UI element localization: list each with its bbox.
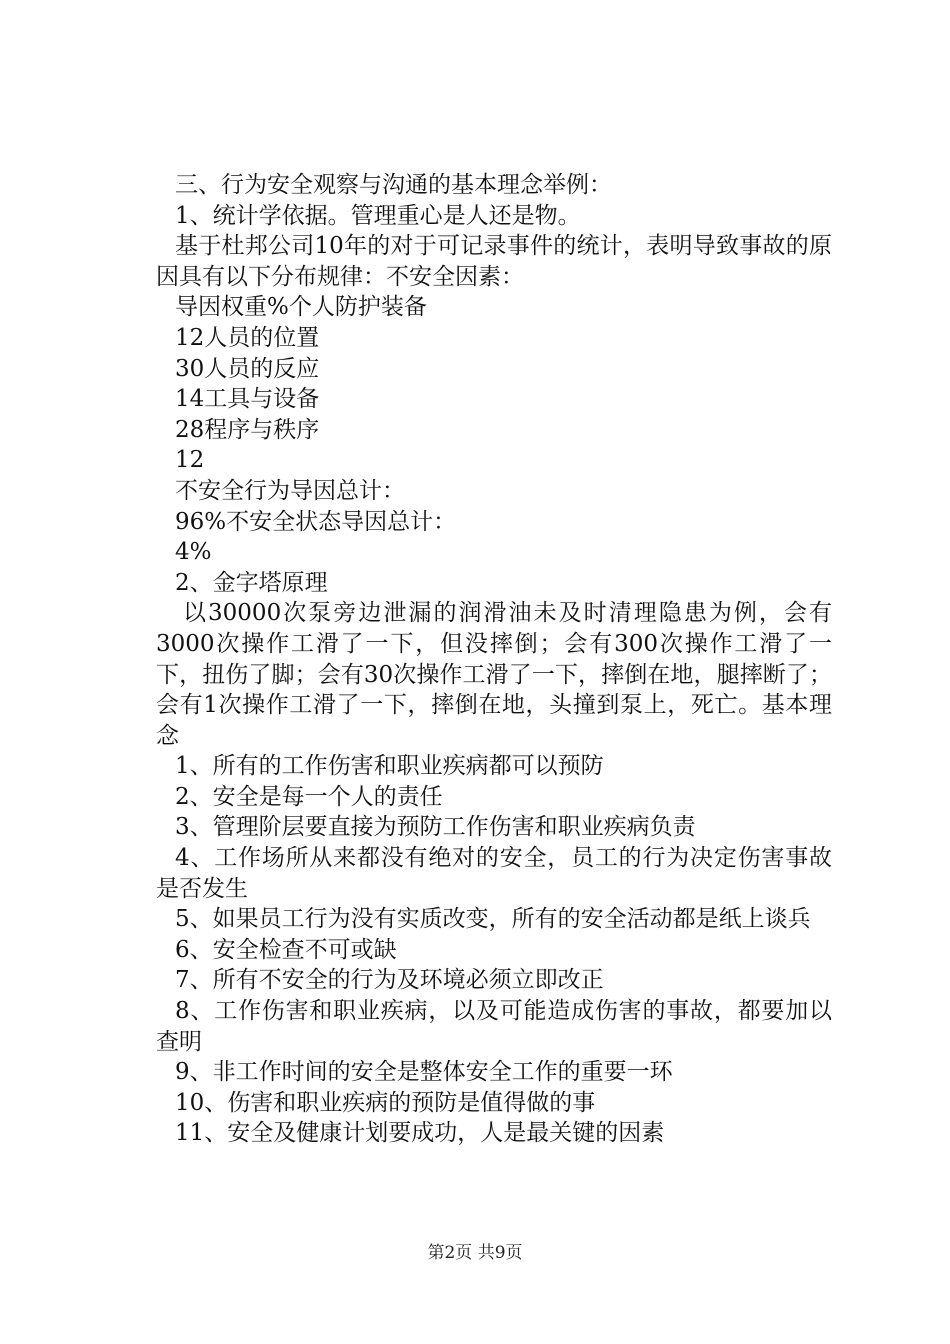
- principle-1: 1、所有的工作伤害和职业疾病都可以预防: [175, 753, 604, 780]
- dupont-intro: 基于杜邦公司10年的对于可记录事件的统计，表明导致事故的原因具有以下分布规律：不安全因素：: [156, 233, 832, 290]
- unsafe-acts-total-label: 不安全行为导因总计：: [175, 477, 405, 504]
- cause-row-3: 14工具与设备: [175, 386, 320, 413]
- principle-2: 2、安全是每一个人的责任: [175, 783, 443, 810]
- cause-table-header: 导因权重%个人防护装备: [175, 294, 427, 321]
- pyramid-paragraph: 以30000次泵旁边泄漏的润滑油未及时清理隐患为例，会有3000次操作工滑了一下，但没摔倒；会有300次操作工滑了一下，扭伤了脚；会有30次操作工滑了一下，摔倒在地，腿摔断了；会有1次操作工滑了一下，摔倒在地，头撞到泵上，死亡。基本理念: [156, 600, 832, 749]
- item-2-pyramid: 2、金字塔原理: [175, 569, 328, 596]
- principle-9: 9、非工作时间的安全是整体安全工作的重要一环: [175, 1059, 673, 1086]
- cause-row-4: 28程序与秩序: [175, 416, 320, 443]
- page-number: 第2页 共9页: [427, 1243, 523, 1263]
- principle-3: 3、管理阶层要直接为预防工作伤害和职业疾病负责: [175, 814, 696, 841]
- heading-3: 三、行为安全观察与沟通的基本理念举例：: [175, 172, 612, 198]
- principle-8: 8、工作伤害和职业疾病，以及可能造成伤害的事故，都要加以查明: [156, 998, 832, 1055]
- cause-row-2: 30人员的反应: [175, 355, 320, 382]
- document-body: [156, 170, 832, 1149]
- principle-6: 6、安全检查不可或缺: [175, 936, 397, 963]
- cause-row-5: 12: [175, 447, 205, 474]
- unsafe-acts-total-value: 96%不安全状态导因总计：: [175, 508, 457, 535]
- page-footer: [0, 1243, 950, 1263]
- principle-4: 4、工作场所从来都没有绝对的安全，员工的行为决定伤害事故是否发生: [156, 845, 832, 902]
- unsafe-conditions-total-value: 4%: [175, 539, 212, 566]
- cause-row-1: 12人员的位置: [175, 324, 320, 351]
- principle-7: 7、所有不安全的行为及环境必须立即改正: [175, 967, 604, 994]
- item-1-statistics: 1、统计学依据。管理重心是人还是物。: [175, 202, 581, 229]
- principle-11: 11、安全及健康计划要成功，人是最关键的因素: [175, 1120, 665, 1147]
- principle-5: 5、如果员工行为没有实质改变，所有的安全活动都是纸上谈兵: [175, 906, 811, 933]
- principle-10: 10、伤害和职业疾病的预防是值得做的事: [175, 1089, 596, 1116]
